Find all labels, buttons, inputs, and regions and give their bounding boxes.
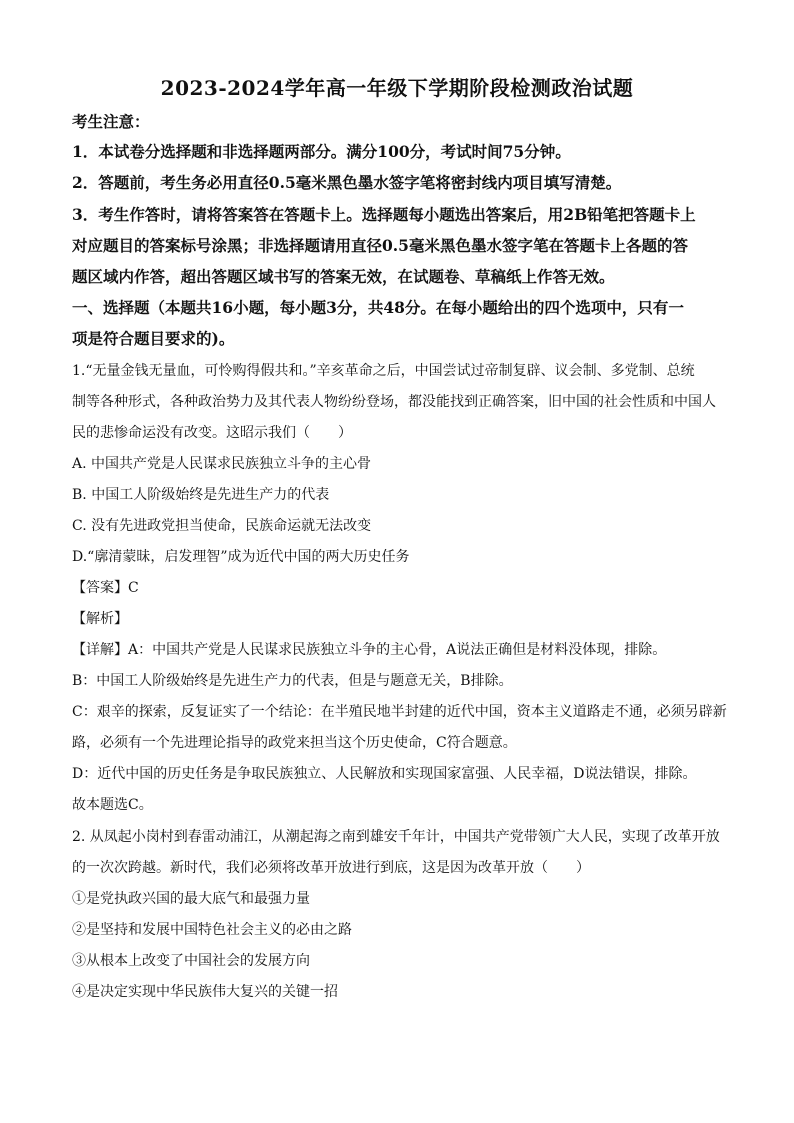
question-1-option-c: C. 没有先进政党担当使命，民族命运就无法改变 (72, 518, 372, 534)
question-1-option-a: A. 中国共产党是人民谋求民族独立斗争的主心骨 (72, 456, 372, 472)
question-1-option-d: D.“廓清蒙昧，启发理智”成为近代中国的两大历史任务 (72, 549, 410, 565)
question-2-statement-3: ③从根本上改变了中国社会的发展方向 (72, 953, 310, 969)
notice-item-3-line-1: 3．考生作答时，请将答案答在答题卡上。选择题每小题选出答案后，用2B铅笔把答题卡上 (72, 205, 696, 224)
question-1-stem-line-1: 1.“无量金钱无量血，可怜购得假共和。”辛亥革命之后，中国尝试过帝制复辟、议会制、多党制、总统 (72, 363, 695, 379)
question-1-analysis-heading: 【解析】 (72, 611, 128, 627)
notice-item-3-line-2: 对应题目的答案标号涂黑；非选择题请用直径0.5毫米黑色墨水签字笔在答题卡上各题的答 (72, 236, 688, 255)
question-1-detail-a: 【详解】A：中国共产党是人民谋求民族独立斗争的主心骨，A说法正确但是材料没体现，排除。 (72, 642, 667, 658)
notice-heading: 考生注意： (72, 112, 150, 131)
page-title: 2023-2024学年高一年级下学期阶段检测政治试题 (160, 76, 634, 100)
notice-item-3-line-3: 题区域内作答，超出答题区域书写的答案无效，在试题卷、草稿纸上作答无效。 (72, 267, 615, 286)
question-2-stem-line-2: 的一次次跨越。新时代，我们必须将改革开放进行到底，这是因为改革开放（ ） (72, 860, 590, 876)
question-1-detail-b: B：中国工人阶级始终是先进生产力的代表，但是与题意无关，B排除。 (72, 673, 513, 689)
question-2-stem-line-1: 2. 从凤起小岗村到春雷动浦江，从潮起海之南到雄安千年计，中国共产党带领广大人民，实现了改革开放 (72, 829, 720, 845)
question-1-answer: 【答案】C (72, 580, 139, 596)
question-1-conclusion: 故本题选C。 (72, 797, 153, 813)
question-2-statement-1: ①是党执政兴国的最大底气和最强力量 (72, 891, 310, 907)
notice-item-2: 2．答题前，考生务必用直径0.5毫米黑色墨水签字笔将密封线内项目填写清楚。 (72, 173, 622, 192)
section-heading-line-2: 项是符合题目要求的)。 (72, 329, 235, 348)
notice-item-1: 1．本试卷分选择题和非选择题两部分。满分100分，考试时间75分钟。 (72, 142, 571, 161)
section-heading-line-1: 一、选择题（本题共16小题，每小题3分，共48分。在每小题给出的四个选项中，只有一 (72, 298, 684, 317)
question-1-detail-c-line-1: C：艰辛的探索，反复证实了一个结论：在半殖民地半封建的近代中国，资本主义道路走不通，必须另辟新 (72, 704, 727, 720)
question-1-option-b: B. 中国工人阶级始终是先进生产力的代表 (72, 487, 330, 503)
question-2-statement-2: ②是坚持和发展中国特色社会主义的必由之路 (72, 922, 352, 938)
question-1-stem-line-2: 制等各种形式，各种政治势力及其代表人物纷纷登场，都没能找到正确答案，旧中国的社会性质和中国人 (72, 394, 716, 410)
question-1-detail-c-line-2: 路，必须有一个先进理论指导的政党来担当这个历史使命，C符合题意。 (72, 735, 517, 751)
question-2-statement-4: ④是决定实现中华民族伟大复兴的关键一招 (72, 984, 338, 1000)
question-1-detail-d: D：近代中国的历史任务是争取民族独立、人民解放和实现国家富强、人民幸福，D说法错误，排除。 (72, 766, 697, 782)
question-1-stem-line-3: 民的悲惨命运没有改变。这昭示我们（ ） (72, 425, 352, 441)
